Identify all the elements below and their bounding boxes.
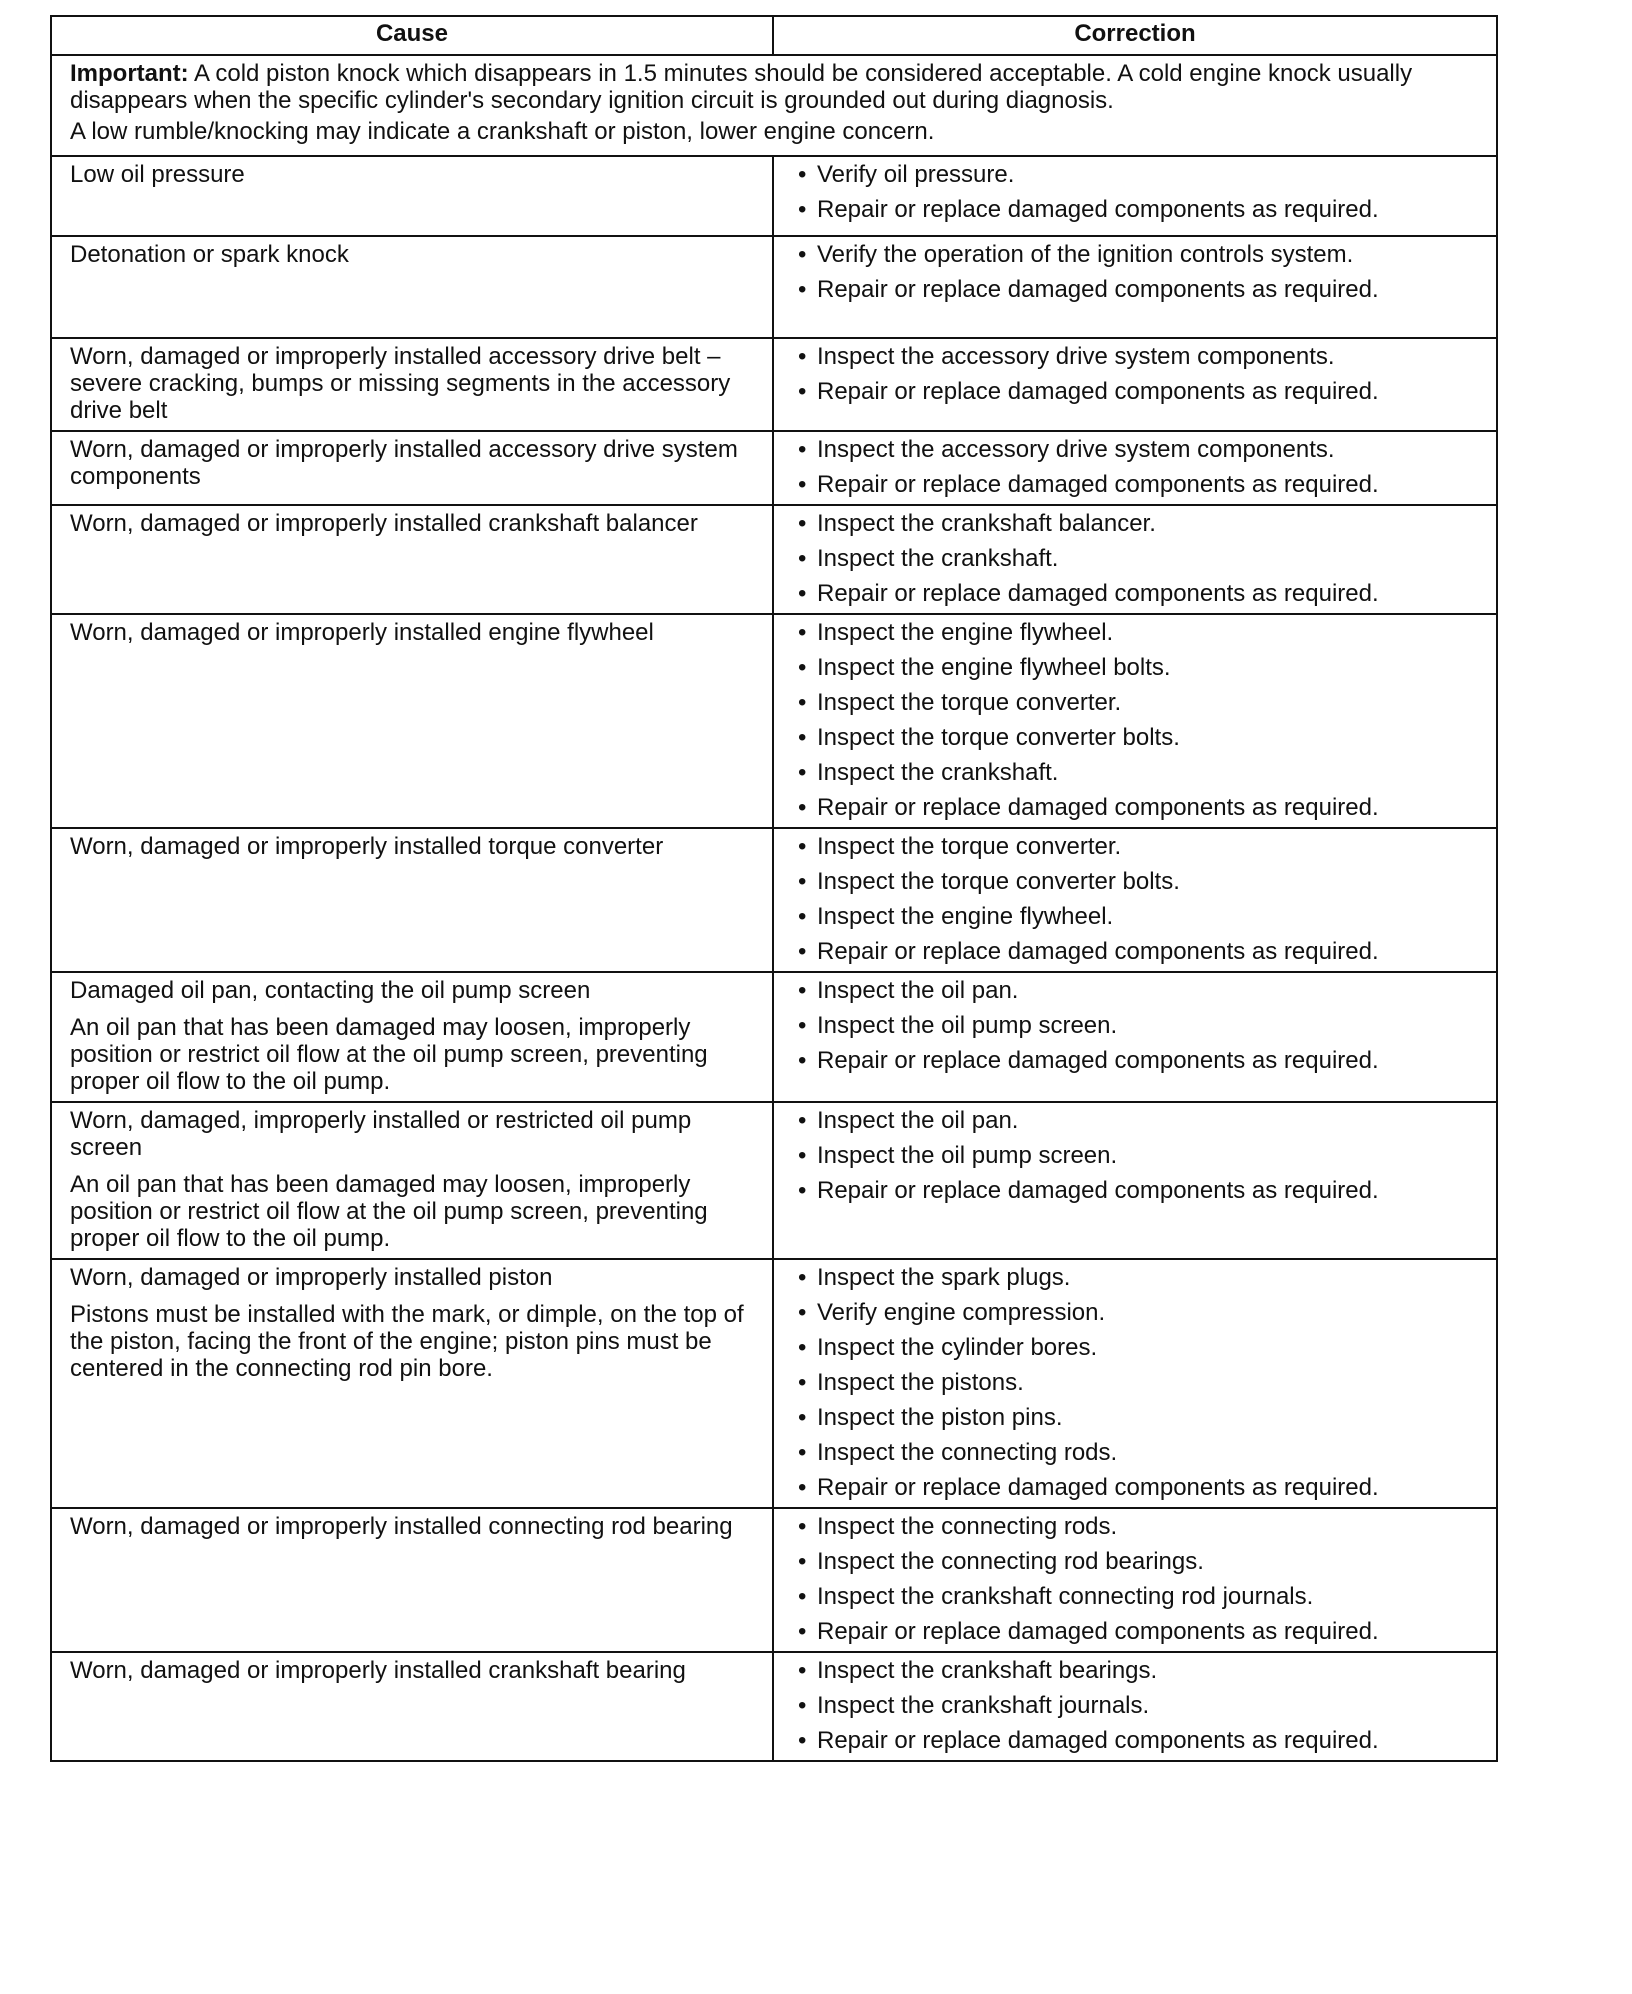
correction-text: Inspect the crankshaft journals. (817, 1692, 1150, 1719)
correction-text: Repair or replace damaged components as required. (817, 580, 1379, 607)
correction-cell (773, 1259, 1497, 1508)
correction-text: Inspect the crankshaft bearings. (817, 1657, 1158, 1684)
correction-text: Verify the operation of the ignition controls system. (817, 241, 1354, 268)
correction-text: Inspect the pistons. (817, 1369, 1024, 1396)
bullet-icon: • (798, 510, 807, 537)
bullet-icon: • (798, 1334, 807, 1361)
bullet-icon: • (798, 724, 807, 751)
correction-text: Inspect the connecting rod bearings. (817, 1548, 1204, 1575)
correction-item (792, 724, 1478, 751)
cause-cell (51, 1652, 773, 1761)
cause-note: An oil pan that has been damaged may loosen, improperly position or restrict oil flow at the oil pump screen, preventing proper oil flow to the oil pump. (70, 1014, 708, 1095)
correction-text: Inspect the crankshaft. (817, 545, 1059, 572)
bullet-icon: • (798, 938, 807, 965)
bullet-icon: • (798, 1142, 807, 1169)
bullet-icon: • (798, 1727, 807, 1754)
correction-item (792, 196, 1478, 223)
cause-text: Worn, damaged or improperly installed engine flywheel (70, 619, 654, 646)
bullet-icon: • (798, 471, 807, 498)
correction-cell (773, 828, 1497, 972)
correction-text: Repair or replace damaged components as required. (817, 794, 1379, 821)
bullet-icon: • (798, 759, 807, 786)
bullet-icon: • (798, 1404, 807, 1431)
bullet-icon: • (798, 1177, 807, 1204)
correction-text: Repair or replace damaged components as required. (817, 1727, 1379, 1754)
bullet-icon: • (798, 1548, 807, 1575)
correction-item (792, 1369, 1478, 1396)
bullet-icon: • (798, 1369, 807, 1396)
bullet-icon: • (798, 977, 807, 1004)
cause-cell (51, 1102, 773, 1259)
cause-cell (51, 156, 773, 236)
bullet-icon: • (798, 196, 807, 223)
bullet-icon: • (798, 903, 807, 930)
cause-text: Worn, damaged or improperly installed crankshaft balancer (70, 510, 698, 537)
correction-item (792, 241, 1478, 268)
correction-item (792, 276, 1478, 303)
bullet-icon: • (798, 794, 807, 821)
table-row (51, 1259, 1497, 1508)
cause-text: Worn, damaged, improperly installed or restricted oil pump screen (70, 1107, 692, 1161)
cause-cell (51, 1259, 773, 1508)
cause-text: Worn, damaged or improperly installed torque converter (70, 833, 664, 860)
bullet-icon: • (798, 1439, 807, 1466)
cause-text: Low oil pressure (70, 161, 245, 188)
correction-item (792, 1583, 1478, 1610)
cause-text: Worn, damaged or improperly installed accessory drive system components (70, 436, 738, 490)
bullet-icon: • (798, 241, 807, 268)
correction-text: Inspect the connecting rods. (817, 1439, 1118, 1466)
cause-cell (51, 505, 773, 614)
bullet-icon: • (798, 1012, 807, 1039)
cause-text: Worn, damaged or improperly installed connecting rod bearing (70, 1513, 733, 1540)
correction-cell (773, 338, 1497, 431)
important-note-text: A cold piston knock which disappears in 1.5 minutes should be considered acceptable. A cold engine knock usually disappears when the specific cylinder's secondary ignition circuit is grounded out during diagnosis. (70, 60, 1413, 114)
correction-item (792, 471, 1478, 498)
correction-cell (773, 972, 1497, 1102)
important-note-row (51, 55, 1497, 156)
correction-item (792, 1107, 1478, 1134)
bullet-icon: • (798, 833, 807, 860)
correction-list (792, 510, 1478, 607)
correction-text: Inspect the oil pan. (817, 977, 1019, 1004)
correction-item (792, 833, 1478, 860)
correction-list (792, 241, 1478, 303)
correction-item (792, 161, 1478, 188)
important-note (51, 55, 1497, 156)
correction-item (792, 436, 1478, 463)
bullet-icon: • (798, 1107, 807, 1134)
cause-cell (51, 972, 773, 1102)
table-row (51, 1102, 1497, 1259)
correction-text: Inspect the crankshaft balancer. (817, 510, 1156, 537)
correction-cell (773, 1102, 1497, 1259)
correction-list (792, 1657, 1478, 1754)
correction-text: Inspect the torque converter bolts. (817, 724, 1180, 751)
correction-text: Inspect the oil pump screen. (817, 1142, 1118, 1169)
important-note-paragraph (70, 60, 1478, 114)
table-row (51, 1652, 1497, 1761)
bullet-icon: • (798, 343, 807, 370)
cause-note: Pistons must be installed with the mark, or dimple, on the top of the piston, facing the front of the engine; piston pins must be centered in the connecting rod pin bore. (70, 1301, 744, 1382)
correction-item (792, 1012, 1478, 1039)
cause-text: Detonation or spark knock (70, 241, 349, 268)
correction-text: Inspect the piston pins. (817, 1404, 1063, 1431)
correction-item (792, 1439, 1478, 1466)
table-row (51, 972, 1497, 1102)
table-row (51, 505, 1497, 614)
bullet-icon: • (798, 1583, 807, 1610)
cause-cell (51, 338, 773, 431)
correction-item (792, 1727, 1478, 1754)
correction-text: Inspect the spark plugs. (817, 1264, 1071, 1291)
bullet-icon: • (798, 689, 807, 716)
bullet-icon: • (798, 654, 807, 681)
bullet-icon: • (798, 1657, 807, 1684)
correction-item (792, 1513, 1478, 1540)
correction-text: Verify oil pressure. (817, 161, 1015, 188)
correction-item (792, 1474, 1478, 1501)
correction-item (792, 794, 1478, 821)
correction-item (792, 510, 1478, 537)
bullet-icon: • (798, 619, 807, 646)
correction-list (792, 1264, 1478, 1501)
table-body (51, 55, 1497, 1761)
correction-item (792, 1142, 1478, 1169)
correction-item (792, 868, 1478, 895)
cause-note: An oil pan that has been damaged may loosen, improperly position or restrict oil flow at the oil pump screen, preventing proper oil flow to the oil pump. (70, 1171, 708, 1252)
correction-cell (773, 156, 1497, 236)
table-row (51, 431, 1497, 505)
correction-cell (773, 614, 1497, 828)
correction-list (792, 436, 1478, 498)
correction-text: Repair or replace damaged components as required. (817, 378, 1379, 405)
table-header-row (51, 16, 1497, 55)
cause-text: Damaged oil pan, contacting the oil pump screen (70, 977, 591, 1004)
correction-item (792, 938, 1478, 965)
bullet-icon: • (798, 1618, 807, 1645)
correction-item (792, 1404, 1478, 1431)
correction-item (792, 619, 1478, 646)
correction-item (792, 654, 1478, 681)
bullet-icon: • (798, 378, 807, 405)
correction-list (792, 161, 1478, 223)
correction-item (792, 1548, 1478, 1575)
cause-cell (51, 614, 773, 828)
table-row (51, 236, 1497, 338)
correction-text: Inspect the torque converter. (817, 689, 1122, 716)
diagnostic-table (50, 15, 1498, 1762)
correction-text: Inspect the engine flywheel bolts. (817, 654, 1171, 681)
correction-item (792, 903, 1478, 930)
correction-cell (773, 505, 1497, 614)
correction-list (792, 619, 1478, 821)
cause-cell (51, 828, 773, 972)
bullet-icon: • (798, 580, 807, 607)
correction-cell (773, 236, 1497, 338)
correction-text: Repair or replace damaged components as required. (817, 938, 1379, 965)
bullet-icon: • (798, 1264, 807, 1291)
important-note-line2: A low rumble/knocking may indicate a crankshaft or piston, lower engine concern. (70, 118, 935, 145)
correction-text: Inspect the engine flywheel. (817, 903, 1114, 930)
cause-text: Worn, damaged or improperly installed accessory drive belt – severe cracking, bumps or missing segments in the accessory drive belt (70, 343, 731, 424)
correction-item (792, 1618, 1478, 1645)
correction-text: Inspect the crankshaft. (817, 759, 1059, 786)
cause-cell (51, 431, 773, 505)
correction-cell (773, 1508, 1497, 1652)
correction-cell (773, 431, 1497, 505)
correction-item (792, 378, 1478, 405)
correction-item (792, 1177, 1478, 1204)
bullet-icon: • (798, 161, 807, 188)
correction-text: Repair or replace damaged components as required. (817, 471, 1379, 498)
correction-text: Inspect the oil pump screen. (817, 1012, 1118, 1039)
bullet-icon: • (798, 1047, 807, 1074)
table-row (51, 1508, 1497, 1652)
table-row (51, 614, 1497, 828)
table-row (51, 338, 1497, 431)
correction-text: Inspect the torque converter. (817, 833, 1122, 860)
correction-item (792, 1657, 1478, 1684)
correction-cell (773, 1652, 1497, 1761)
correction-list (792, 343, 1478, 405)
correction-text: Repair or replace damaged components as required. (817, 1177, 1379, 1204)
correction-list (792, 833, 1478, 965)
correction-item (792, 759, 1478, 786)
correction-item (792, 1334, 1478, 1361)
correction-item (792, 580, 1478, 607)
correction-item (792, 689, 1478, 716)
important-note-label: Important: (70, 60, 189, 87)
correction-item (792, 1047, 1478, 1074)
bullet-icon: • (798, 1513, 807, 1540)
correction-item (792, 343, 1478, 370)
correction-text: Inspect the torque converter bolts. (817, 868, 1180, 895)
cause-column-header: Cause (51, 16, 773, 55)
cause-text: Worn, damaged or improperly installed crankshaft bearing (70, 1657, 686, 1684)
correction-list (792, 1513, 1478, 1645)
correction-list (792, 977, 1478, 1074)
correction-item (792, 977, 1478, 1004)
correction-list (792, 1107, 1478, 1204)
correction-text: Verify engine compression. (817, 1299, 1106, 1326)
bullet-icon: • (798, 1299, 807, 1326)
correction-text: Inspect the oil pan. (817, 1107, 1019, 1134)
cause-cell (51, 236, 773, 338)
correction-text: Repair or replace damaged components as required. (817, 276, 1379, 303)
cause-cell (51, 1508, 773, 1652)
correction-text: Inspect the accessory drive system components. (817, 436, 1335, 463)
correction-text: Inspect the accessory drive system components. (817, 343, 1335, 370)
correction-text: Inspect the engine flywheel. (817, 619, 1114, 646)
correction-text: Repair or replace damaged components as required. (817, 1047, 1379, 1074)
correction-text: Repair or replace damaged components as required. (817, 1618, 1379, 1645)
correction-text: Inspect the cylinder bores. (817, 1334, 1098, 1361)
bullet-icon: • (798, 868, 807, 895)
correction-item (792, 1264, 1478, 1291)
bullet-icon: • (798, 545, 807, 572)
bullet-icon: • (798, 1474, 807, 1501)
bullet-icon: • (798, 436, 807, 463)
correction-text: Repair or replace damaged components as required. (817, 196, 1379, 223)
correction-text: Inspect the connecting rods. (817, 1513, 1118, 1540)
table-row (51, 828, 1497, 972)
bullet-icon: • (798, 276, 807, 303)
correction-item (792, 1692, 1478, 1719)
correction-column-header: Correction (773, 16, 1497, 55)
bullet-icon: • (798, 1692, 807, 1719)
correction-item (792, 1299, 1478, 1326)
table-row (51, 156, 1497, 236)
correction-item (792, 545, 1478, 572)
correction-text: Inspect the crankshaft connecting rod journals. (817, 1583, 1314, 1610)
cause-text: Worn, damaged or improperly installed piston (70, 1264, 553, 1291)
correction-text: Repair or replace damaged components as required. (817, 1474, 1379, 1501)
